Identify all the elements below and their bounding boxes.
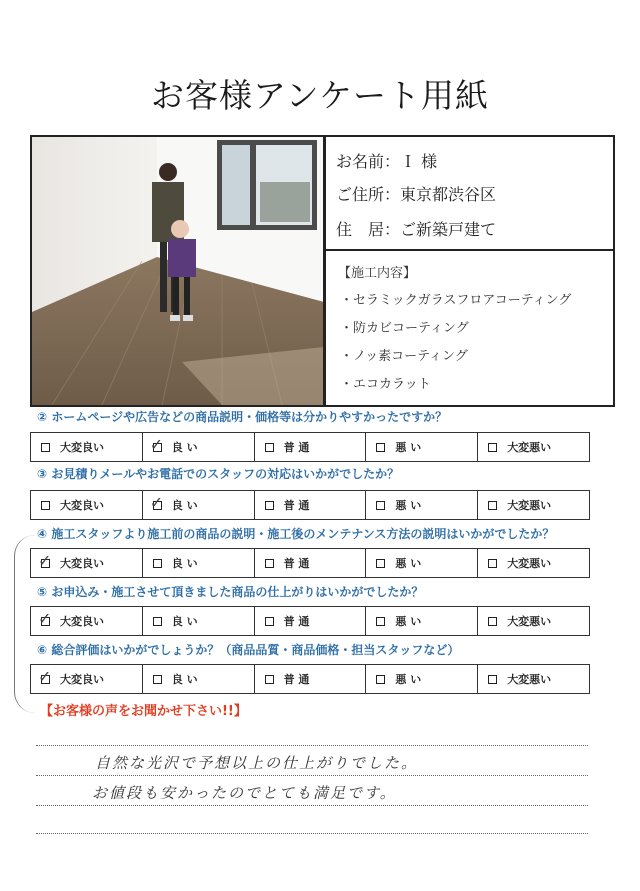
- rating-option[interactable]: [143, 549, 255, 577]
- rating-row: [30, 490, 590, 520]
- work-item: ・ノッ素コーティング: [340, 349, 468, 364]
- dotted-line: [36, 775, 588, 776]
- rating-option-label: 良 い: [171, 615, 198, 628]
- rating-option[interactable]: [31, 433, 143, 461]
- rating-option-label: 大変良い: [60, 557, 104, 570]
- checkbox-icon[interactable]: [265, 675, 274, 684]
- rating-option-label: 大変悪い: [507, 557, 552, 570]
- dotted-line: [36, 745, 588, 746]
- check-mark-icon: ✓: [38, 667, 52, 686]
- customer-details: [324, 137, 613, 251]
- customer-address: ご住所：東京都渋谷区: [336, 185, 497, 204]
- check-mark-icon: ✓: [38, 551, 52, 570]
- customer-photo: [30, 135, 326, 407]
- work-item: ・防カビコーティング: [340, 321, 469, 336]
- rating-option-label: 良 い: [171, 557, 198, 570]
- handwritten-bracket: [14, 535, 35, 713]
- rating-option-label: 悪 い: [395, 441, 422, 454]
- rating-option-label: 大変悪い: [507, 615, 552, 628]
- rating-option-label: 普 通: [283, 499, 310, 512]
- checkbox-icon[interactable]: [153, 559, 162, 568]
- rating-option[interactable]: [31, 491, 143, 519]
- checkbox-icon[interactable]: [376, 617, 385, 626]
- checkbox-icon[interactable]: [376, 559, 385, 568]
- dotted-line: [36, 805, 588, 806]
- work-heading: 【施工内容】: [338, 266, 417, 281]
- check-mark-icon: ✓: [149, 493, 164, 512]
- rating-option[interactable]: [255, 607, 367, 635]
- rating-option-label: 良 い: [171, 673, 198, 686]
- check-mark-icon: ✓: [149, 435, 164, 454]
- checkbox-icon[interactable]: [488, 501, 497, 510]
- checkbox-icon[interactable]: [265, 559, 274, 568]
- customer-name: お名前：Ｉ 様: [336, 152, 438, 171]
- checkbox-icon[interactable]: [153, 617, 162, 626]
- rating-option[interactable]: [366, 607, 478, 635]
- rating-option[interactable]: [366, 433, 478, 461]
- rating-option[interactable]: [143, 665, 255, 693]
- rating-option-label: 大変良い: [60, 441, 104, 454]
- rating-option-label: 大変良い: [60, 499, 104, 512]
- checkbox-icon[interactable]: [41, 443, 50, 452]
- work-item: ・セラミックガラスフロアコーティング: [340, 293, 572, 308]
- rating-option[interactable]: [255, 491, 367, 519]
- checkbox-icon[interactable]: [488, 443, 497, 452]
- rating-option-label: 普 通: [283, 615, 310, 628]
- rating-row: [30, 548, 590, 578]
- rating-option-label: 普 通: [283, 441, 310, 454]
- rating-option[interactable]: [478, 491, 589, 519]
- rating-option-label: 良 い: [171, 441, 198, 454]
- rating-row: [30, 664, 590, 694]
- checkbox-icon[interactable]: [376, 443, 385, 452]
- rating-option[interactable]: [255, 665, 367, 693]
- handwritten-comment-line-2: お値段も安かったのでとても満足です。: [92, 784, 397, 802]
- rating-option[interactable]: [31, 607, 143, 635]
- rating-option[interactable]: [478, 665, 589, 693]
- rating-option[interactable]: [478, 607, 589, 635]
- customer-residence: 住 居：ご新築戸建て: [336, 220, 497, 239]
- rating-option-label: 悪 い: [395, 499, 422, 512]
- rating-row: [30, 432, 590, 462]
- checkbox-icon[interactable]: [488, 559, 497, 568]
- rating-option[interactable]: [143, 491, 255, 519]
- rating-option-label: 悪 い: [395, 557, 422, 570]
- check-mark-icon: ✓: [38, 609, 52, 628]
- checkbox-icon[interactable]: [153, 675, 162, 684]
- page-title: お客様アンケート用紙: [150, 76, 490, 115]
- rating-option[interactable]: [255, 549, 367, 577]
- work-item: ・エコカラット: [340, 377, 431, 392]
- rating-option-label: 悪 い: [395, 615, 422, 628]
- rating-option-label: 良 い: [171, 499, 198, 512]
- rating-option[interactable]: [478, 433, 589, 461]
- rating-option-label: 大変良い: [60, 615, 104, 628]
- question-text: ③ お見積りメールやお電話でのスタッフの対応はいかがでしたか？: [37, 467, 400, 481]
- question-text: ④ 施工スタッフより施工前の商品の説明・施工後のメンテナンス方法の説明はいかがでしたか？: [37, 527, 555, 541]
- dotted-line: [36, 833, 588, 834]
- rating-option-label: 大変良い: [60, 673, 104, 686]
- room-photo-illustration: [32, 137, 324, 405]
- rating-option[interactable]: [366, 549, 478, 577]
- checkbox-icon[interactable]: [41, 501, 50, 510]
- checkbox-icon[interactable]: [488, 675, 497, 684]
- checkbox-icon[interactable]: [376, 675, 385, 684]
- rating-option[interactable]: [143, 433, 255, 461]
- rating-option[interactable]: [478, 549, 589, 577]
- voice-heading: 【お客様の声をお聞かせ下さい!!】: [40, 704, 247, 719]
- handwritten-comment-line-1: 自然な光沢で予想以上の仕上がりでした。: [95, 754, 419, 772]
- rating-option-label: 大変悪い: [507, 441, 552, 454]
- checkbox-icon[interactable]: [265, 617, 274, 626]
- checkbox-icon[interactable]: [488, 617, 497, 626]
- rating-option[interactable]: [31, 549, 143, 577]
- checkbox-icon[interactable]: [376, 501, 385, 510]
- question-text: ⑥ 総合評価はいかがでしょうか？（商品品質・商品価格・担当スタッフなど）: [37, 643, 460, 657]
- rating-option[interactable]: [366, 491, 478, 519]
- rating-option[interactable]: [31, 665, 143, 693]
- question-text: ② ホームページや広告などの商品説明・価格等は分かりやすかったですか？: [37, 410, 448, 424]
- rating-option-label: 普 通: [283, 557, 310, 570]
- rating-option-label: 普 通: [283, 673, 310, 686]
- rating-option-label: 大変悪い: [507, 673, 552, 686]
- rating-option-label: 悪 い: [395, 673, 422, 686]
- customer-info-box: [323, 135, 615, 407]
- rating-row: [30, 606, 590, 636]
- question-text: ⑤ お申込み・施工させて頂きました商品の仕上がりはいかがでしたか？: [37, 585, 424, 599]
- rating-option[interactable]: [255, 433, 367, 461]
- checkbox-icon[interactable]: [265, 443, 274, 452]
- rating-option[interactable]: [143, 607, 255, 635]
- rating-option-label: 大変悪い: [507, 499, 552, 512]
- checkbox-icon[interactable]: [265, 501, 274, 510]
- rating-option[interactable]: [366, 665, 478, 693]
